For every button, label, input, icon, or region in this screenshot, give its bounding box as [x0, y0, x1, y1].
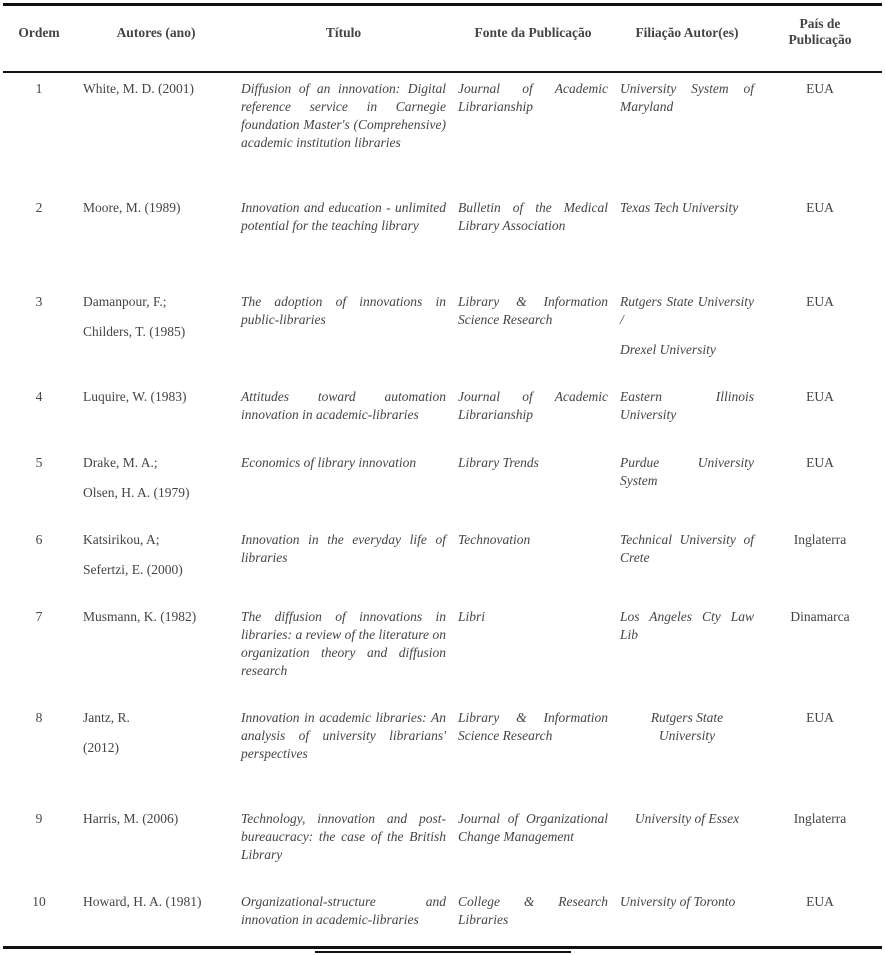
header-authors: Autores (ano)	[116, 25, 196, 40]
author-name: White, M. D. (2001)	[83, 81, 194, 96]
affiliation-line: Texas Tech University	[620, 200, 739, 215]
row-source: Technovation	[458, 532, 531, 547]
row-title: The diffusion of innovations in libraries: a review of the literature on organization theory and diffusion research	[241, 609, 446, 678]
table-bottom-rule	[3, 946, 882, 949]
row-affiliation	[620, 531, 754, 567]
row-title: Attitudes toward automation innovation in academic-libraries	[241, 389, 446, 422]
row-order: 5	[35, 455, 43, 470]
row-country: Inglaterra	[793, 532, 847, 547]
row-source: Libri	[458, 609, 486, 624]
row-title: Technology, innovation and post-bureaucracy: the case of the British Library	[241, 811, 446, 862]
row-order: 10	[32, 894, 46, 909]
table-bottom-rule-secondary	[315, 951, 571, 953]
row-authors	[83, 293, 233, 341]
row-source: Library & Information Science Research	[458, 294, 608, 327]
affiliation-line: University System of Maryland	[620, 81, 754, 114]
author-name: Sefertzi, E. (2000)	[83, 562, 183, 577]
row-authors	[83, 709, 233, 757]
affiliation-line: Purdue University System	[620, 455, 754, 488]
author-name: Howard, H. A. (1981)	[83, 894, 202, 909]
row-order: 9	[35, 811, 43, 826]
row-title: Organizational-structure and innovation in academic-libraries	[241, 894, 446, 927]
header-source: Fonte da Publicação	[474, 25, 592, 40]
row-country: Inglaterra	[793, 811, 847, 826]
row-country: EUA	[806, 455, 834, 470]
author-name: Katsirikou, A;	[83, 532, 160, 547]
row-affiliation	[620, 810, 754, 828]
affiliation-line: Rutgers State University /	[620, 294, 754, 327]
author-name: Harris, M. (2006)	[83, 811, 179, 826]
affiliation-line: Drexel University	[620, 342, 716, 357]
row-source: Library Trends	[458, 455, 539, 470]
affiliation-line: Eastern Illinois University	[620, 389, 754, 422]
header-country	[770, 16, 870, 48]
row-affiliation	[620, 893, 754, 911]
row-affiliation	[620, 293, 754, 359]
row-source: College & Research Libraries	[458, 894, 608, 927]
row-title: The adoption of innovations in public-libraries	[241, 294, 446, 327]
affiliation-line: Technical University of Crete	[620, 532, 754, 565]
affiliation-line: University of Essex	[634, 811, 740, 826]
row-authors	[83, 608, 233, 626]
table-top-rule	[3, 3, 882, 6]
row-order: 6	[35, 532, 43, 547]
header-country-line-2: Publicação	[788, 32, 852, 47]
row-authors	[83, 531, 233, 579]
row-country: EUA	[806, 389, 834, 404]
header-bottom-rule	[3, 71, 882, 73]
author-name: Musmann, K. (1982)	[83, 609, 197, 624]
header-order: Ordem	[18, 25, 60, 40]
row-country: Dinamarca	[790, 609, 850, 624]
row-order: 2	[35, 200, 43, 215]
author-name: Olsen, H. A. (1979)	[83, 485, 190, 500]
row-order: 1	[35, 81, 43, 96]
header-country-line-1: País de	[799, 16, 841, 31]
row-title: Economics of library innovation	[241, 455, 417, 470]
row-authors	[83, 80, 233, 98]
affiliation-line: Los Angeles Cty Law Lib	[620, 609, 754, 642]
row-authors	[83, 893, 233, 911]
author-name: Luquire, W. (1983)	[83, 389, 187, 404]
row-country: EUA	[806, 81, 834, 96]
row-affiliation	[620, 454, 754, 490]
row-source: Library & Information Science Research	[458, 710, 608, 743]
row-source: Journal of Academic Librarianship	[458, 81, 608, 114]
row-country: EUA	[806, 710, 834, 725]
author-name: Damanpour, F.;	[83, 294, 167, 309]
row-country: EUA	[806, 294, 834, 309]
row-source: Journal of Organizational Change Management	[458, 811, 608, 844]
row-title: Innovation in the everyday life of libraries	[241, 532, 446, 565]
row-affiliation	[620, 80, 754, 116]
row-authors	[83, 199, 233, 217]
row-affiliation	[620, 388, 754, 424]
affiliation-line: University of Toronto	[620, 894, 736, 909]
row-source: Journal of Academic Librarianship	[458, 389, 608, 422]
row-affiliation	[620, 608, 754, 644]
row-source: Bulletin of the Medical Library Association	[458, 200, 608, 233]
row-country: EUA	[806, 894, 834, 909]
author-name: Drake, M. A.;	[83, 455, 158, 470]
row-title: Diffusion of an innovation: Digital reference service in Carnegie foundation Master's (Comprehensive) academic institution libraries	[241, 81, 446, 150]
row-order: 7	[35, 609, 43, 624]
row-affiliation	[620, 199, 754, 217]
header-affiliation: Filiação Autor(es)	[635, 25, 739, 40]
row-authors	[83, 388, 233, 406]
affiliation-line: Rutgers State University	[650, 710, 724, 743]
row-affiliation	[622, 709, 752, 745]
row-authors	[83, 810, 233, 828]
author-name: Jantz, R.	[83, 710, 130, 725]
row-order: 4	[35, 389, 43, 404]
row-authors	[83, 454, 233, 502]
header-title: Título	[325, 25, 362, 40]
row-country: EUA	[806, 200, 834, 215]
row-title: Innovation and education - unlimited potential for the teaching library	[241, 200, 446, 233]
row-title: Innovation in academic libraries: An analysis of university librarians' perspectives	[241, 710, 446, 761]
row-order: 3	[35, 294, 43, 309]
author-name: (2012)	[83, 740, 119, 755]
author-name: Childers, T. (1985)	[83, 324, 186, 339]
row-order: 8	[35, 710, 43, 725]
author-name: Moore, M. (1989)	[83, 200, 181, 215]
